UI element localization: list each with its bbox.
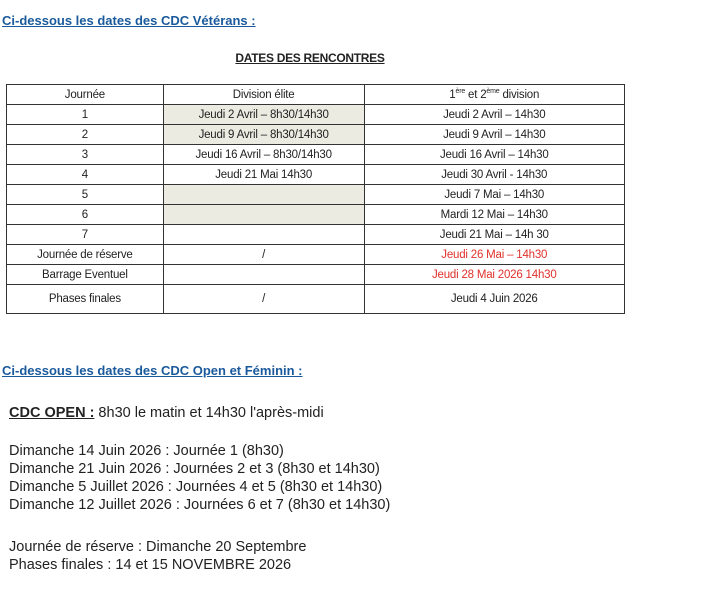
schedule-line: Dimanche 5 Juillet 2026 : Journées 4 et 5 (8h30 et 14h30) — [9, 479, 383, 495]
header-part: division — [499, 88, 540, 101]
schedule-line: Dimanche 12 Juillet 2026 : Journées 6 et 7 (8h30 et 14h30) — [9, 497, 391, 513]
cell-division: Jeudi 9 Avril – 14h30 — [364, 125, 624, 145]
cell-elite — [163, 265, 364, 285]
cell-elite: Jeudi 9 Avril – 8h30/14h30 — [163, 125, 364, 145]
cell-journee: 7 — [7, 225, 164, 245]
open-feminin-dates-link[interactable]: Ci-dessous les dates des CDC Open et Féminin : — [2, 363, 303, 378]
schedule-line: Dimanche 14 Juin 2026 : Journée 1 (8h30) — [9, 443, 284, 459]
header-part: 1 — [449, 88, 456, 101]
table-title: DATES DES RENCONTRES — [235, 51, 385, 65]
open-schedule — [9, 442, 390, 514]
cell-journee: Barrage Eventuel — [7, 265, 164, 285]
cell-journee: Journée de réserve — [7, 245, 164, 265]
cell-elite: Jeudi 21 Mai 14h30 — [163, 165, 364, 185]
cell-journee: 1 — [7, 105, 164, 125]
header-part: et 2 — [465, 88, 487, 101]
table-row — [7, 285, 625, 314]
cell-division: Jeudi 4 Juin 2026 — [364, 285, 624, 314]
cell-journee: 3 — [7, 145, 164, 165]
cell-journee: 6 — [7, 205, 164, 225]
header-division-elite: Division élite — [163, 85, 364, 105]
cell-elite — [163, 185, 364, 205]
cell-division: Jeudi 26 Mai – 14h30 — [364, 245, 624, 265]
schedule-line: Dimanche 21 Juin 2026 : Journées 2 et 3 (8h30 et 14h30) — [9, 461, 380, 477]
cell-division: Jeudi 16 Avril – 14h30 — [364, 145, 624, 165]
header-sup: ère — [455, 88, 466, 96]
cell-journee: 5 — [7, 185, 164, 205]
header-division — [364, 85, 624, 105]
table-row — [7, 185, 625, 205]
cell-elite: Jeudi 2 Avril – 8h30/14h30 — [163, 105, 364, 125]
table-row — [7, 205, 625, 225]
cell-division: Jeudi 2 Avril – 14h30 — [364, 105, 624, 125]
cell-division: Jeudi 28 Mai 2026 14h30 — [364, 265, 624, 285]
table-row — [7, 225, 625, 245]
table-row — [7, 125, 625, 145]
cdc-open-hours: 8h30 le matin et 14h30 l'après-midi — [94, 405, 324, 421]
cell-division: Jeudi 7 Mai – 14h30 — [364, 185, 624, 205]
table-row — [7, 265, 625, 285]
table-row — [7, 165, 625, 185]
cell-elite — [163, 225, 364, 245]
cell-journee: Phases finales — [7, 285, 164, 314]
cell-elite: Jeudi 16 Avril – 8h30/14h30 — [163, 145, 364, 165]
cell-elite — [163, 205, 364, 225]
cell-elite: / — [163, 285, 364, 314]
cell-journee: 4 — [7, 165, 164, 185]
header-journee: Journée — [7, 85, 164, 105]
veterans-dates-link[interactable]: Ci-dessous les dates des CDC Vétérans : — [2, 13, 256, 28]
cdc-open-label: CDC OPEN : — [9, 405, 95, 421]
finals-line: Phases finales : 14 et 15 NOVEMBRE 2026 — [9, 557, 292, 573]
table-row — [7, 105, 625, 125]
open-reserve-finals — [9, 538, 306, 574]
cell-elite: / — [163, 245, 364, 265]
header-sup: ème — [486, 88, 500, 96]
table-row — [7, 145, 625, 165]
table-row — [7, 245, 625, 265]
cell-division: Jeudi 21 Mai – 14h 30 — [364, 225, 624, 245]
reserve-line: Journée de réserve : Dimanche 20 Septembre — [9, 539, 307, 555]
schedule-table — [6, 84, 625, 314]
cell-journee: 2 — [7, 125, 164, 145]
cell-division: Mardi 12 Mai – 14h30 — [364, 205, 624, 225]
table-header-row — [7, 85, 625, 105]
cell-division: Jeudi 30 Avril - 14h30 — [364, 165, 624, 185]
cdc-open-heading — [9, 404, 324, 422]
